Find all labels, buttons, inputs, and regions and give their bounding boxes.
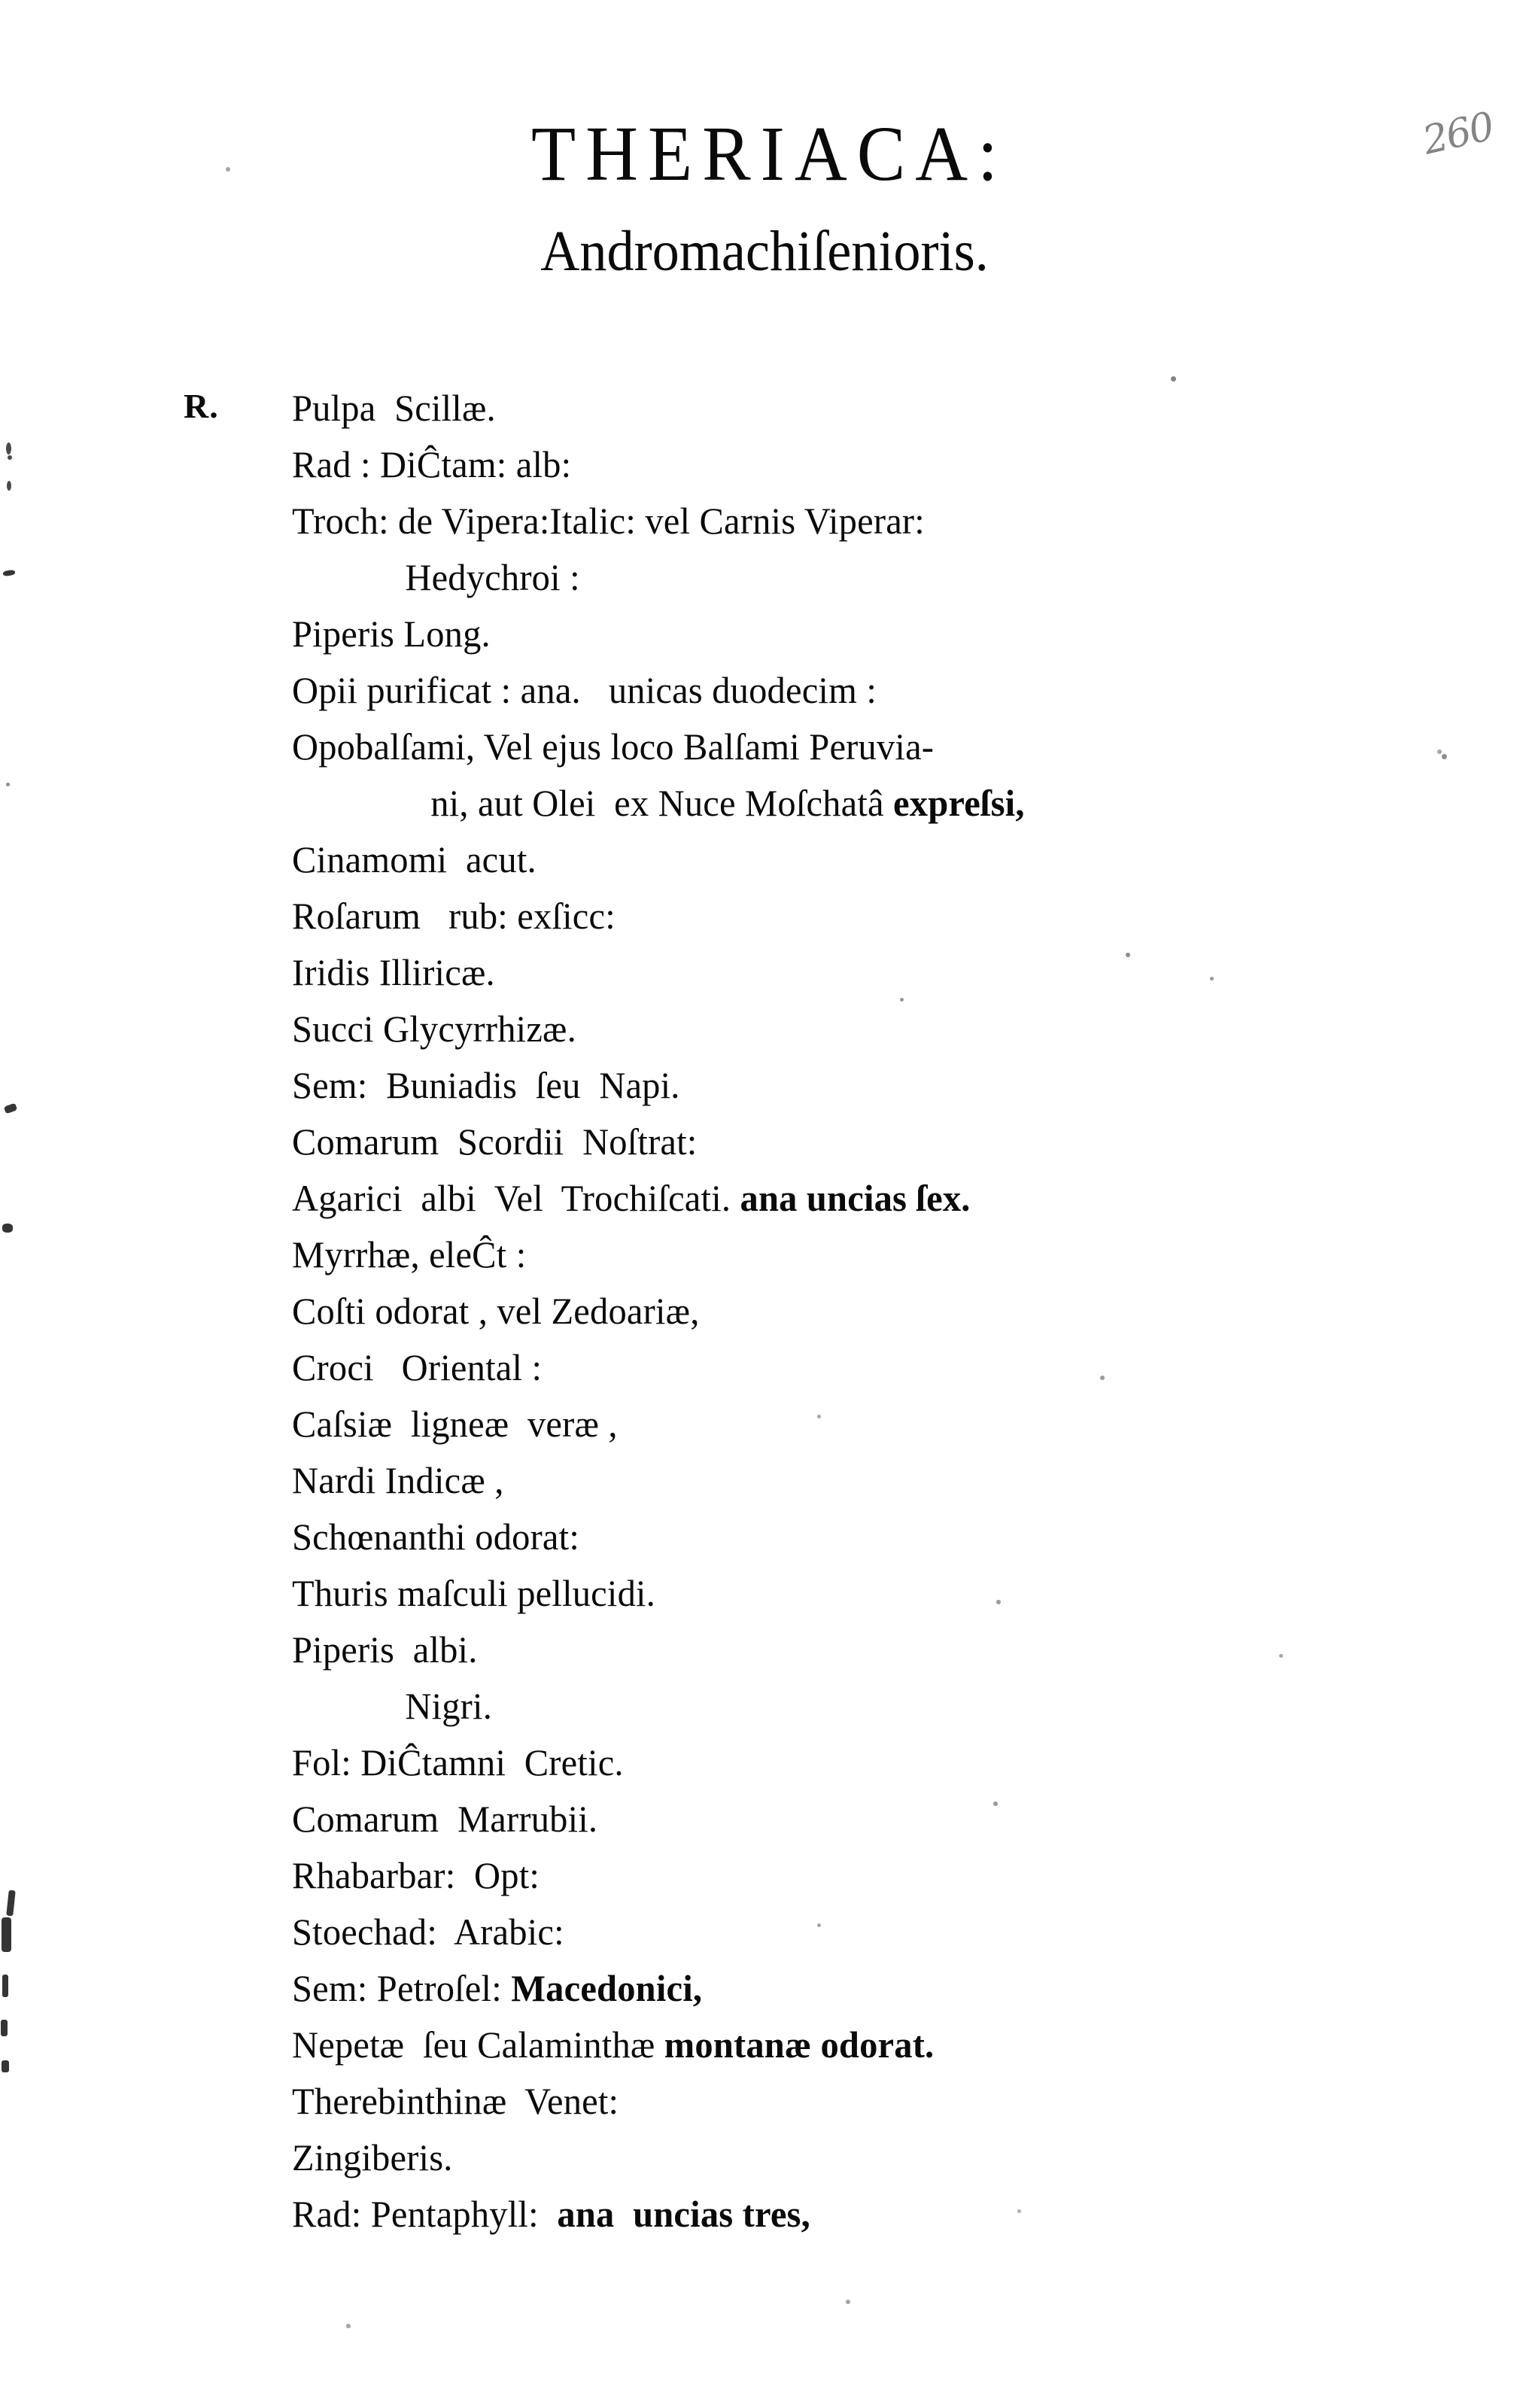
ingredient-line: Sem: Buniadis ſeu Napi. [292, 1064, 680, 1106]
ingredient-line: Nigri. [405, 1685, 493, 1727]
edge-damage-mark [6, 1890, 16, 1917]
ingredient-name: ni, aut Olei ex Nuce Moſchatâ [430, 782, 894, 824]
ingredient-line: Therebinthinæ Venet: [292, 2080, 619, 2122]
ingredient-line: Schœnanthi odorat: [292, 1516, 579, 1558]
ingredient-line: Iridis Illiricæ. [292, 951, 495, 993]
ingredient-line: Thuris maſculi pellucidi. [292, 1572, 656, 1614]
paper-foxing-speck [817, 1923, 821, 1927]
ingredient-line [292, 2186, 1430, 2242]
ingredient-quantity: ana uncias ſex. [740, 1177, 971, 1219]
ingredient-name: Sem: Petroſel: [292, 1967, 512, 2009]
ingredient-line [292, 2017, 1430, 2073]
ingredient-line: Piperis albi. [292, 1628, 478, 1671]
paper-foxing-speck [1442, 754, 1447, 759]
ingredient-line: Nardi Indicæ , [292, 1459, 504, 1501]
paper-foxing-speck [1100, 1376, 1105, 1380]
title-block [0, 113, 1529, 284]
paper-foxing-speck [1210, 977, 1214, 981]
ingredient-line: Troch: de Vipera:Italic: vel Carnis Viperar: [292, 500, 925, 542]
ingredient-line: Rad : DiĈtam: alb: [292, 443, 572, 485]
paper-foxing-speck [900, 998, 904, 1002]
paper-foxing-speck [993, 1801, 998, 1806]
paper-foxing-speck [1171, 376, 1176, 382]
page-subtitle: Andromachiſenioris. [540, 220, 989, 284]
ingredient-quantity: Macedonici, [511, 1967, 703, 2009]
ingredient-line: Zingiberis. [292, 2136, 453, 2178]
ink-speck [7, 481, 11, 491]
ingredient-line: Stoechad: Arabic: [292, 1911, 564, 1953]
ink-speck [6, 783, 10, 786]
paper-foxing-speck [817, 1415, 821, 1418]
ingredient-line: Piperis Long. [292, 613, 491, 655]
ingredient-quantity: ana uncias tres, [557, 2193, 810, 2235]
ingredient-line: Cinamomi acut. [292, 838, 537, 880]
ingredient-line: Myrrhæ, eleĈt : [292, 1233, 527, 1275]
paper-foxing-speck [226, 167, 230, 172]
ingredient-line [292, 775, 1430, 832]
page-title: THERIACA: [531, 111, 1008, 197]
ingredient-quantity: montanæ odorat. [664, 2023, 935, 2066]
ingredient-line: Pulpa Scillæ. [292, 387, 496, 429]
paper-foxing-speck [1279, 1654, 1283, 1658]
paper-foxing-speck [1437, 749, 1442, 754]
paper-foxing-speck [346, 2324, 351, 2328]
edge-damage-mark [2, 1917, 11, 1952]
ingredient-line: Comarum Scordii Noſtrat: [292, 1120, 698, 1163]
ink-smudge [2, 1224, 13, 1233]
ingredient-line: Comarum Marrubii. [292, 1798, 598, 1840]
edge-damage-mark [2, 1975, 8, 1997]
ingredient-line: Fol: DiĈtamni Cretic. [292, 1741, 624, 1783]
ink-speck [6, 442, 11, 455]
ingredient-line [292, 1960, 1430, 2017]
ink-smudge [3, 570, 16, 576]
paper-foxing-speck [996, 1600, 1001, 1604]
paper-foxing-speck [1017, 2209, 1021, 2213]
ingredient-line: Croci Oriental : [292, 1346, 543, 1388]
edge-damage-mark [2, 2060, 9, 2072]
ingredient-line [292, 1170, 1430, 1227]
ink-smudge [4, 1103, 17, 1114]
ingredient-line: Roſarum rub: exſicc: [292, 895, 616, 937]
recipe-rx-marker: R. [184, 387, 219, 425]
ingredient-line: Coſti odorat , vel Zedoariæ, [292, 1290, 700, 1332]
edge-damage-mark [1, 2020, 8, 2036]
paper-foxing-speck [1126, 953, 1130, 957]
ingredient-line: Opii purificat : ana. unicas duodecim : [292, 669, 877, 711]
paper-foxing-speck [846, 2300, 850, 2304]
ingredient-name: Agarici albi Vel Trochiſcati. [292, 1177, 740, 1219]
ingredient-name: Rad: Pentaphyll: [292, 2193, 558, 2235]
ingredient-quantity: expreſsi, [893, 782, 1025, 824]
ingredient-line: Caſsiæ ligneæ veræ , [292, 1403, 618, 1445]
ingredient-line: Rhabarbar: Opt: [292, 1854, 540, 1896]
ingredient-line: Hedychroi : [405, 556, 580, 598]
ingredient-line: Succi Glycyrrhizæ. [292, 1008, 576, 1050]
ingredient-line: Opobalſami, Vel ejus loco Balſami Peruvia- [292, 725, 935, 768]
ingredient-name: Nepetæ ſeu Calaminthæ [292, 2023, 664, 2066]
folio-number: 260 [1418, 104, 1497, 164]
ink-speck [8, 455, 12, 460]
ingredient-list [292, 380, 1466, 2242]
